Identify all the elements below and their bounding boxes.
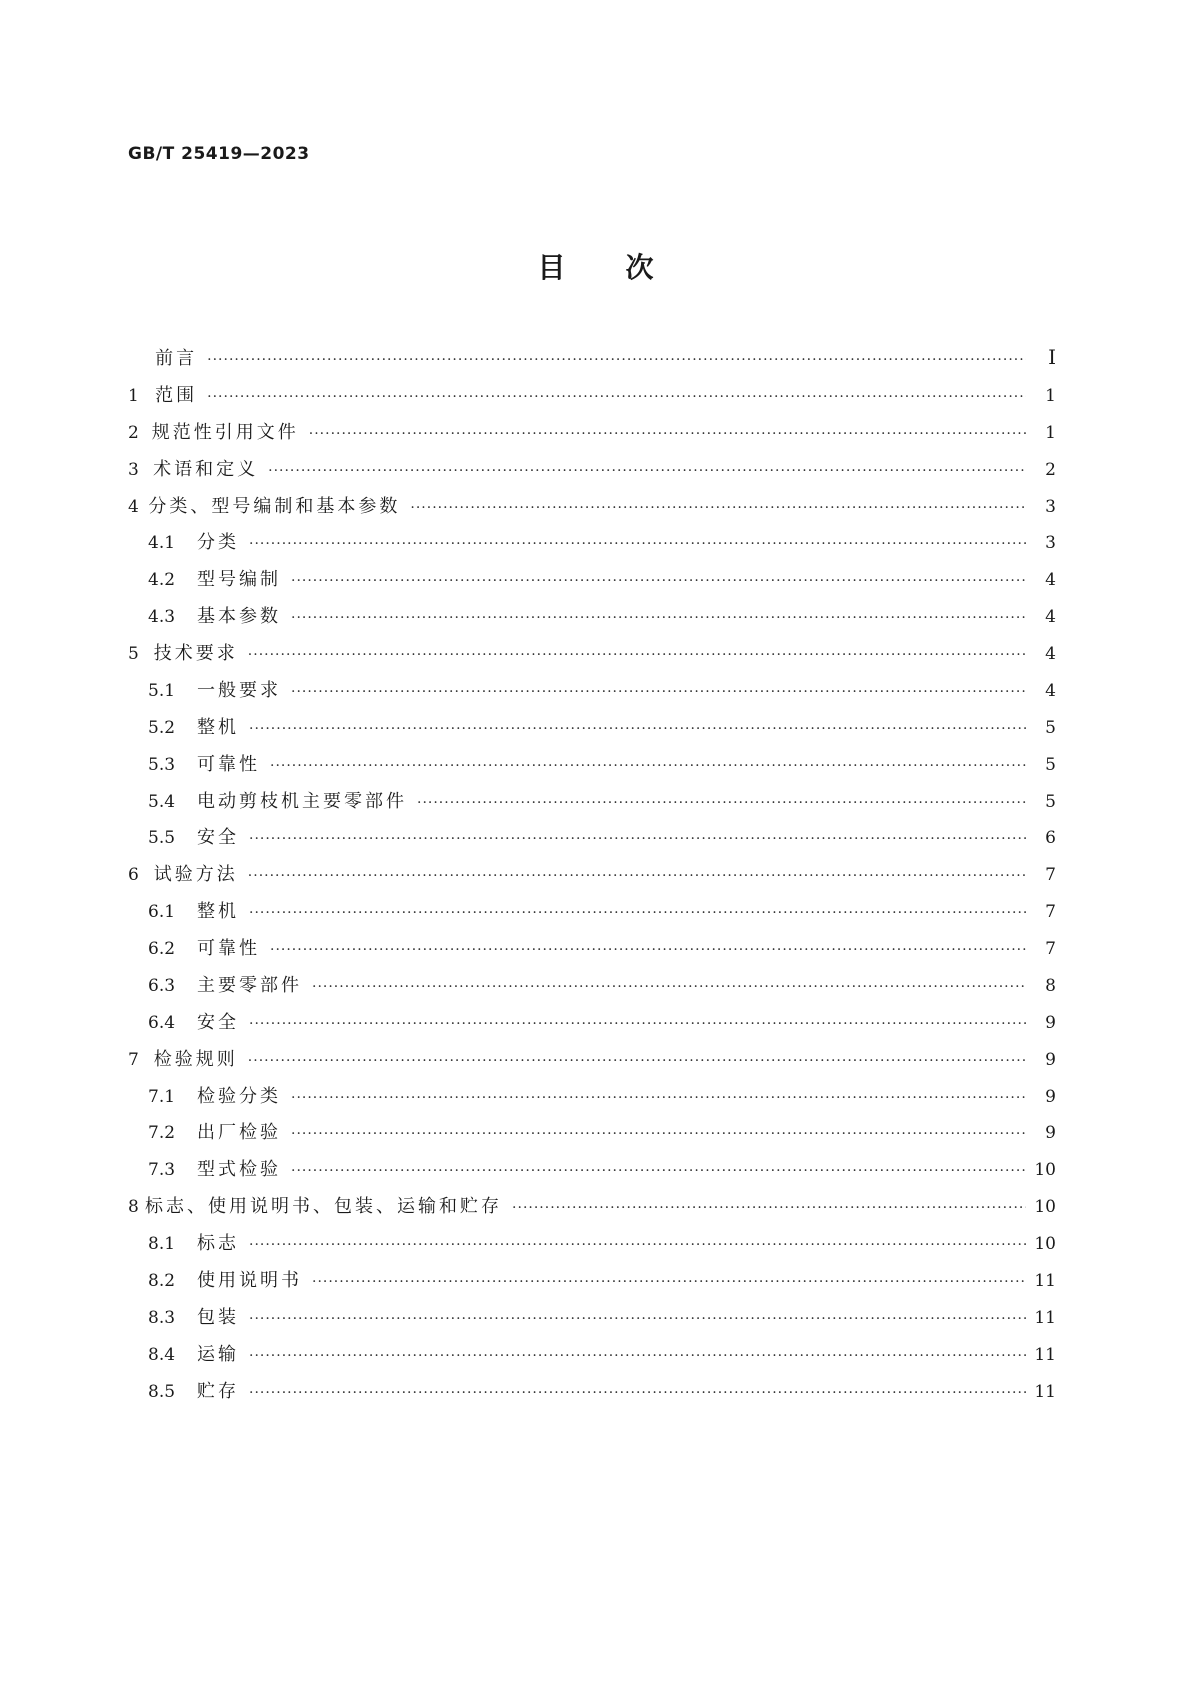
toc-entry-label: 一般要求 [197, 679, 281, 701]
toc-entry-page: 7 [1045, 865, 1056, 886]
toc-entry-number: 5.4 [148, 791, 176, 812]
toc-entry-label: 术语和定义 [153, 458, 259, 480]
toc-entry-page: 10 [1034, 1160, 1056, 1181]
toc-leader-dots [291, 573, 1026, 589]
toc-entry-number: 4.2 [148, 570, 176, 591]
toc-entry-label: 可靠性 [197, 753, 260, 775]
toc-entry[interactable] [128, 565, 1056, 602]
toc-leader-dots [291, 1090, 1026, 1106]
toc-entry[interactable] [128, 602, 1056, 639]
toc-entry-label: 使用说明书 [197, 1269, 302, 1291]
toc-leader-dots [270, 758, 1026, 774]
toc-entry[interactable] [128, 750, 1056, 787]
toc-entry-number: 6 [128, 865, 139, 886]
toc-entry-label: 包装 [197, 1306, 239, 1328]
toc-entry-label: 试验方法 [153, 864, 238, 886]
toc-entry-page: 11 [1034, 1344, 1056, 1365]
toc-entry-page: 11 [1034, 1270, 1056, 1291]
toc-entry[interactable] [128, 897, 1056, 934]
toc-entry[interactable] [128, 823, 1056, 860]
toc-entry-page: 4 [1045, 680, 1056, 701]
toc-entry-label: 贮存 [197, 1380, 239, 1402]
toc-entry-page: 5 [1045, 717, 1056, 738]
toc-entry-page: 2 [1045, 459, 1056, 480]
toc-entry-label: 标志 [197, 1233, 239, 1254]
toc-entry-number: 6.3 [148, 975, 176, 996]
toc-entry-page: 7 [1045, 939, 1056, 959]
toc-entry-label: 整机 [197, 901, 239, 923]
toc-leader-dots [249, 1237, 1026, 1253]
toc-leader-dots [248, 647, 1026, 663]
toc-entry-label: 检验规则 [153, 1048, 238, 1070]
toc-entry[interactable] [128, 1266, 1056, 1303]
toc-leader-dots [249, 905, 1026, 921]
toc-entry-number: 6.2 [148, 939, 176, 959]
toc-entry-label: 整机 [197, 716, 239, 738]
toc-entry-page: 4 [1045, 607, 1056, 628]
toc-entry[interactable] [128, 1118, 1056, 1155]
toc-entry-number: 4 [128, 496, 139, 517]
toc-entry[interactable] [128, 381, 1056, 418]
table-of-contents [128, 344, 1056, 1413]
toc-entry-page: 5 [1045, 754, 1056, 775]
toc-entry-label: 出厂检验 [197, 1122, 281, 1144]
toc-leader-dots [248, 1053, 1026, 1069]
toc-entry-number: 7 [128, 1049, 139, 1070]
toc-entry[interactable] [128, 676, 1056, 713]
toc-leader-dots [291, 1126, 1026, 1142]
toc-entry-number: 8 [128, 1197, 139, 1218]
toc-entry-label: 基本参数 [197, 606, 281, 628]
toc-leader-dots [249, 831, 1026, 847]
toc-entry-number: 7.3 [148, 1160, 176, 1181]
toc-entry-number: 4.3 [148, 607, 176, 628]
toc-entry[interactable] [128, 713, 1056, 750]
toc-entry-page: 4 [1045, 570, 1056, 591]
toc-entry[interactable] [128, 528, 1056, 565]
toc-entry-number: 5 [128, 644, 139, 664]
toc-entry-page: 3 [1045, 533, 1056, 554]
toc-entry-label: 型式检验 [197, 1159, 281, 1181]
toc-entry-page: 5 [1045, 791, 1056, 812]
toc-entry-number: 8.3 [148, 1307, 176, 1328]
toc-leader-dots [248, 868, 1026, 884]
toc-entry[interactable] [128, 787, 1056, 824]
standard-code: GB/T 25419—2023 [128, 144, 310, 164]
toc-entry-number: 4.1 [148, 533, 176, 554]
toc-entry-label: 技术要求 [153, 643, 238, 664]
toc-entry[interactable] [128, 1155, 1056, 1192]
toc-leader-dots [249, 1016, 1026, 1032]
toc-leader-dots [249, 1311, 1026, 1327]
toc-entry-number: 1 [128, 385, 139, 406]
toc-entry-number: 8.4 [148, 1344, 176, 1365]
toc-entry[interactable] [128, 1045, 1056, 1082]
toc-entry-page: 9 [1045, 1086, 1056, 1107]
toc-entry-page: 4 [1045, 644, 1056, 664]
toc-entry[interactable] [128, 455, 1056, 492]
toc-entry-page: 10 [1034, 1234, 1056, 1254]
toc-entry-label: 分类 [197, 532, 239, 554]
toc-entry-label: 安全 [197, 827, 239, 849]
toc-entry-number: 7.2 [148, 1123, 176, 1144]
toc-entry-number: 8.5 [148, 1381, 176, 1402]
toc-entry-page: 6 [1045, 828, 1056, 849]
toc-leader-dots [249, 721, 1026, 737]
toc-entry-page: 8 [1045, 975, 1056, 996]
toc-leader-dots [270, 942, 1026, 958]
toc-entry-page: 1 [1045, 422, 1056, 443]
toc-entry-page: 11 [1034, 1307, 1056, 1328]
toc-entry-label: 标志、使用说明书、包装、运输和贮存 [145, 1196, 503, 1218]
toc-title: 目次 [537, 251, 714, 284]
toc-entry[interactable] [128, 1008, 1056, 1045]
toc-leader-dots [207, 352, 1026, 368]
toc-entry-page: 10 [1034, 1197, 1056, 1218]
toc-entry-label: 电动剪枝机主要零部件 [197, 790, 407, 812]
toc-entry-number: 6.1 [148, 902, 176, 923]
toc-entry-label: 范围 [155, 384, 198, 406]
toc-entry[interactable] [128, 639, 1056, 676]
toc-entry-label: 可靠性 [197, 938, 260, 959]
toc-leader-dots [249, 536, 1026, 552]
toc-leader-dots [268, 463, 1026, 479]
toc-leader-dots [207, 389, 1026, 405]
toc-leader-dots [512, 1200, 1026, 1216]
toc-entry-number: 3 [128, 459, 139, 480]
toc-entry-page: 7 [1045, 902, 1056, 923]
toc-entry-number: 7.1 [148, 1086, 176, 1107]
toc-entry-number: 6.4 [148, 1012, 176, 1033]
toc-leader-dots [249, 1385, 1026, 1401]
toc-entry-number: 8.1 [148, 1234, 176, 1254]
toc-entry-number: 5.1 [148, 680, 176, 701]
toc-entry[interactable] [128, 344, 1056, 381]
toc-leader-dots [291, 684, 1026, 700]
toc-entry-number: 8.2 [148, 1270, 176, 1291]
toc-entry[interactable] [128, 418, 1056, 455]
toc-entry-label: 主要零部件 [197, 974, 302, 996]
toc-entry[interactable] [128, 1340, 1056, 1377]
toc-leader-dots [249, 1348, 1026, 1364]
toc-entry-page: 9 [1045, 1012, 1056, 1033]
toc-entry[interactable] [128, 1229, 1056, 1266]
toc-entry-page: 1 [1045, 385, 1056, 406]
toc-entry-label: 前言 [155, 348, 198, 369]
toc-entry[interactable] [128, 1303, 1056, 1340]
toc-entry[interactable] [128, 971, 1056, 1008]
toc-entry[interactable] [128, 1192, 1056, 1229]
toc-entry[interactable] [128, 860, 1056, 897]
toc-entry-label: 分类、型号编制和基本参数 [148, 495, 401, 517]
toc-entry-page: 3 [1045, 496, 1056, 517]
toc-entry-number: 2 [128, 422, 139, 443]
toc-entry-label: 安全 [197, 1011, 239, 1033]
toc-leader-dots [309, 426, 1026, 442]
toc-entry-label: 运输 [197, 1343, 239, 1365]
toc-entry[interactable] [128, 1377, 1056, 1414]
toc-entry-label: 型号编制 [197, 569, 281, 591]
toc-leader-dots [291, 610, 1026, 626]
toc-entry-page: 9 [1045, 1049, 1056, 1070]
toc-entry-number: 5.3 [148, 754, 176, 775]
toc-leader-dots [410, 500, 1026, 516]
toc-entry-page: 9 [1045, 1123, 1056, 1144]
toc-entry-label: 检验分类 [197, 1085, 281, 1107]
toc-entry-label: 规范性引用文件 [151, 421, 299, 443]
toc-entry[interactable] [128, 934, 1056, 971]
toc-entry[interactable] [128, 492, 1056, 529]
toc-leader-dots [312, 979, 1026, 995]
toc-entry-page: Ⅰ [1048, 345, 1056, 369]
toc-leader-dots [312, 1274, 1026, 1290]
toc-entry[interactable] [128, 1082, 1056, 1119]
toc-leader-dots [417, 795, 1026, 811]
toc-entry-page: 11 [1034, 1381, 1056, 1402]
toc-leader-dots [291, 1163, 1026, 1179]
toc-entry-number: 5.2 [148, 717, 176, 738]
toc-entry-number: 5.5 [148, 828, 176, 849]
